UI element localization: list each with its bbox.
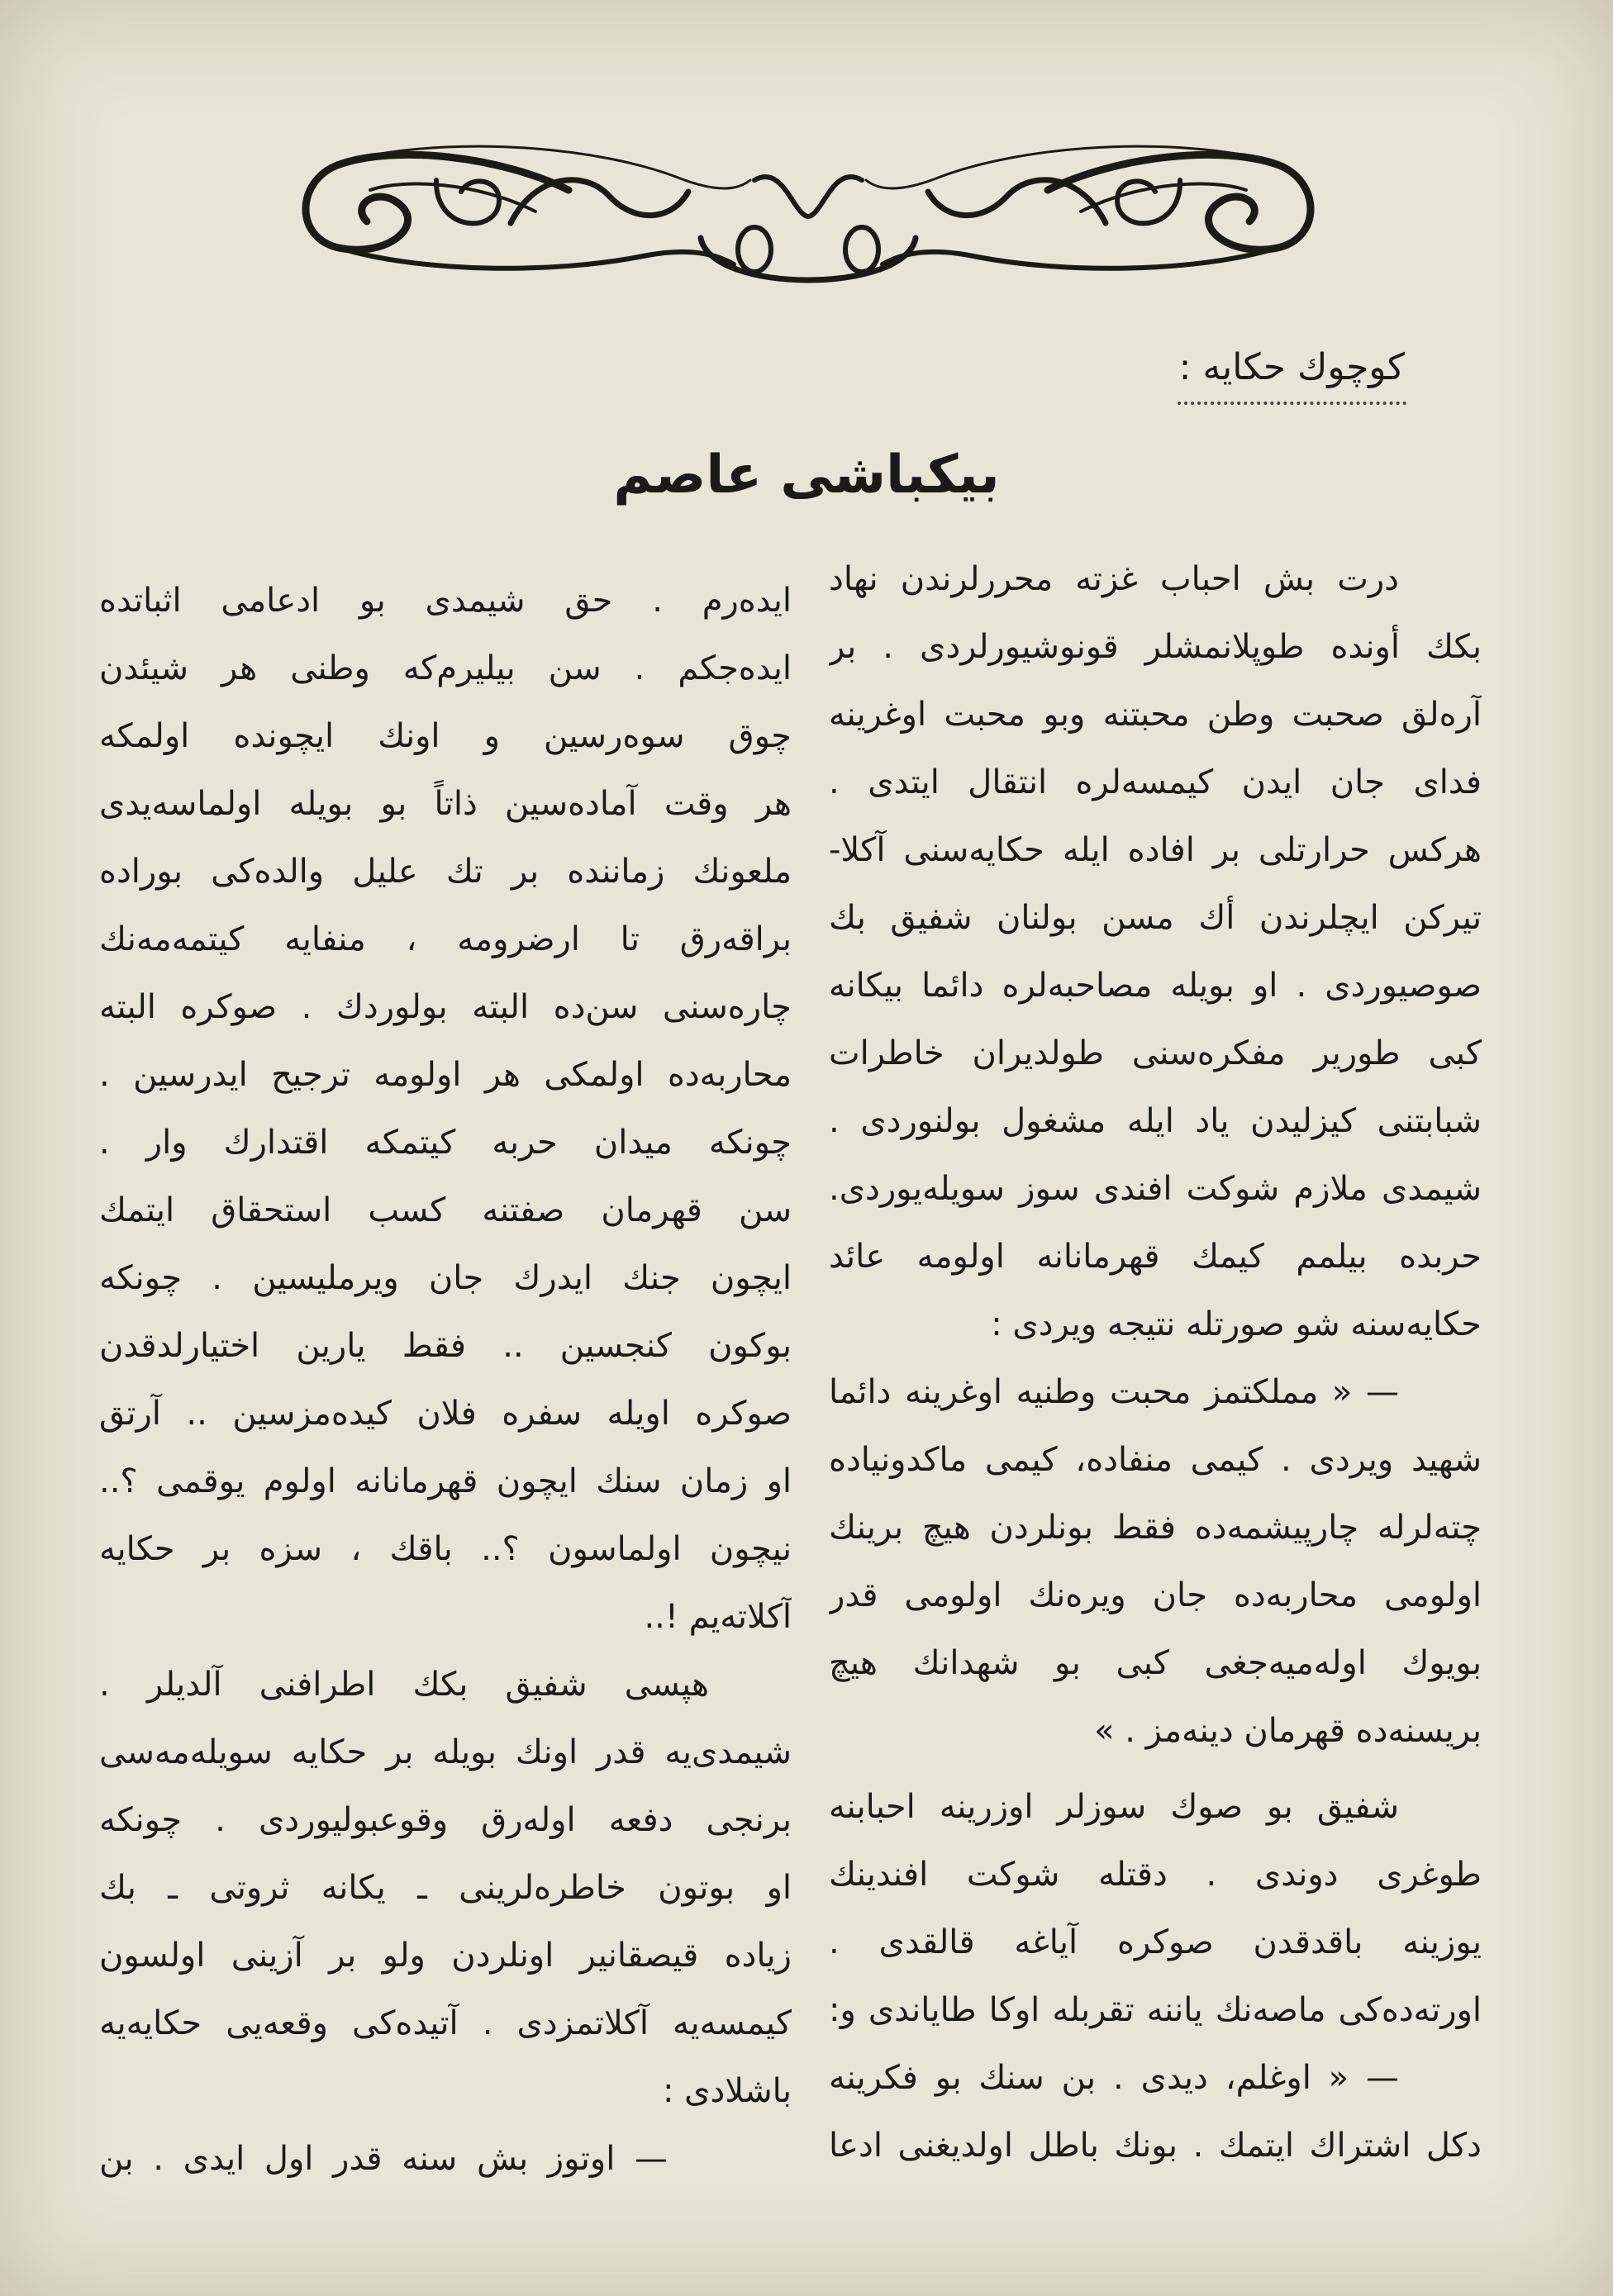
text-line: محاربه‌ده اولمكى هر اولومه ترجيح ايدرسين . [99,1056,792,1094]
text-line: او زمان سنك ايچون قهرمانانه اولوم يوقمى ؟.. [99,1462,792,1500]
text-line: شيمدى‌يه قدر اونك بويله بر حكايه سويله‌مه‌سى [99,1733,792,1771]
text-line: بكك أونده طوپلانمشلر قونوشيورلردى . بر [829,628,1482,666]
text-line: نيچون اولماسون ؟.. باقك ، سزه بر حكايه [99,1530,792,1568]
paragraph [99,1651,792,2125]
text-line: شبابتنى كيزليدن ياد ايله مشغول بولنوردى . [829,1102,1482,1140]
text-line: شهيد ويردى . كيمى منفاده، كيمى ماكدونياده [829,1441,1482,1479]
text-line: بويوك اوله‌ميه‌جغى كبى بو شهدانك هيچ [829,1644,1482,1682]
left-column [99,567,792,2260]
text-line: طوغرى دوندى . دقتله شوكت افندينك [829,1856,1482,1894]
text-line: يوزينه باقدقدن صوكره آياغه قالقدى . [829,1923,1482,1961]
quote-paragraph [829,1358,1482,1765]
text-line: باشلادى : [662,2072,792,2110]
text-line: چته‌لرله چارپيشمه‌ده فقط بونلردن هيچ برينك [829,1509,1482,1547]
text-line: بريسنه‌ده قهرمان دينه‌مز . » [1094,1712,1482,1750]
story-title: بيكباشى عاصم [613,444,1000,506]
text-line: صوكره اويله سفره فلان كيده‌مزسين .. آرتق [99,1395,792,1433]
text-line: آره‌لق صحبت وطن محبتنه وبو محبت اوغرينه [829,696,1482,734]
text-line: آكلاته‌يم !.. [644,1598,792,1636]
text-line: بوكون كنجسين .. فقط يارين اختيارلدقدن [99,1327,792,1365]
paragraph [829,545,1482,1358]
text-line: سن قهرمان صفتنه كسب استحقاق ايتمك [99,1191,792,1229]
paragraph [829,1773,1482,2180]
text-line: حربده بيلمم كيمك قهرمانانه اولومه عائد [829,1238,1482,1276]
text-line: — « مملكتمز محبت وطنيه اوغرينه دائما [829,1373,1399,1411]
text-line: هر وقت آماده‌سين ذاتاً بو بويله اولماسه‌يدى [99,785,792,823]
text-line: كيمسه‌يه آكلاتمزدى . آتيده‌كى وقعه‌يى حكايه‌يه [99,2004,792,2042]
text-line: كبى طورير مفكره‌سنى طولديران خاطرات [829,1034,1482,1072]
right-column [829,545,1482,2239]
text-line: حكايه‌سنه شو صورتله نتيجه ويردى : [991,1305,1482,1343]
section-label: كوچوك حكايه : [1178,339,1406,405]
flourish-ornament-icon [288,131,1329,296]
paragraph-continued [99,567,792,1651]
text-line: براقه‌رق تا ارضرومه ، منفايه كيتمه‌مه‌نك [99,920,792,958]
center-bowl [701,238,916,280]
dialogue-paragraph [99,2125,792,2193]
text-line: ايده‌رم . حق شيمدى بو ادعامى اثباتده [99,582,792,620]
text-line: — اوتوز بش سنه قدر اول ايدى . بن [99,2140,668,2178]
text-line: — « اوغلم، ديدى . بن سنك بو فكرينه [829,2059,1399,2097]
text-line: هركس حرارتلى بر افاده ايله حكايه‌سنى آكلا- [829,831,1482,869]
text-line: ايده‌جكم . سن بيليرم‌كه وطنى هر شيئدن [99,649,792,687]
text-line: او بوتون خاطره‌لرينى ـ يكانه ثروتى ـ بك [99,1869,792,1907]
ornament-left-half [306,146,771,272]
ornament-right-half [845,146,1311,272]
text-line: درت بش احباب غزته محررلرندن نهاد [829,560,1399,598]
text-line: دكل اشتراك ايتمك . بونك باطل اولديغنى ادعا [829,2127,1482,2165]
text-line: هپسى شفيق بكك اطرافنى آلديلر . [99,1666,709,1704]
text-line: تيركن ايچلرندن أك مسن بولنان شفيق بك [829,899,1482,937]
text-line: اورته‌ده‌كى ماصه‌نك ياننه تقربله اوكا طاياندى و: [829,1991,1482,2029]
text-line: شفيق بو صوك سوزلر اوزرينه احبابنه [829,1788,1399,1826]
text-line: ايچون جنك ايدرك جان ويرمليسين . چونكه [99,1259,792,1297]
text-line: صوصيوردى . او بويله مصاحبه‌لره دائما بيكانه [829,967,1482,1005]
text-line: شيمدى ملازم شوكت افندى سوز سويله‌يوردى. [829,1170,1482,1208]
text-line: چوق سوه‌رسين و اونك ايچونده اولمكه [99,717,792,755]
text-line: چونكه ميدان حربه كيتمكه اقتدارك وار . [99,1124,792,1162]
text-line: چاره‌سنى سن‌ده البته بولوردك . صوكره البته [99,988,792,1026]
text-line: اولومى محاربه‌ده جان ويره‌نك اولومى قدر [829,1576,1482,1614]
center-crest [754,177,862,216]
text-line: فداى جان ايدن كيمسه‌لره انتقال ايتدى . [829,763,1482,801]
text-line: برنجى دفعه اوله‌رق وقوعبوليوردى . چونكه [99,1801,792,1839]
text-line: زياده قيصقانير اونلردن ولو بر آزينى اولسون [99,1937,792,1975]
text-line: ملعونك زماننده بر تك عليل والده‌كى بوراده [99,853,792,891]
